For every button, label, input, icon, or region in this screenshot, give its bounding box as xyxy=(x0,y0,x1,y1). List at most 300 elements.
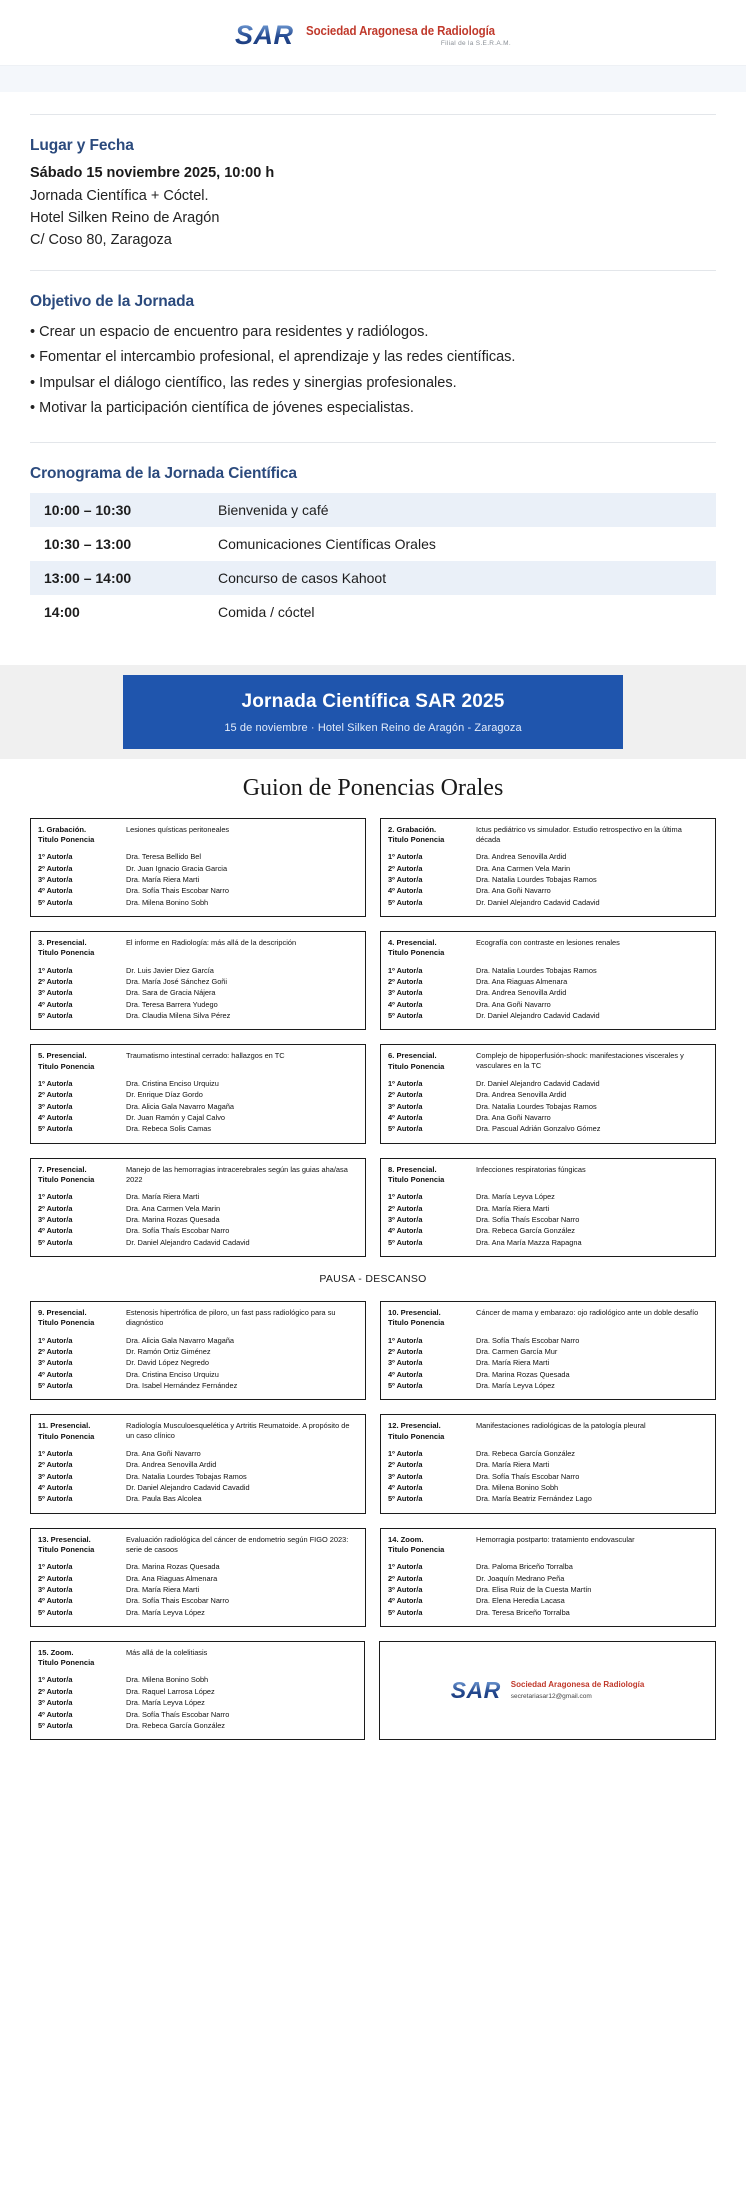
author-row xyxy=(388,1226,708,1236)
crono-time: 14:00 xyxy=(30,595,200,629)
sar-logo-mark-footer: SAR xyxy=(450,1677,501,1704)
author-label: 2º Autor/a xyxy=(388,863,423,873)
author-row xyxy=(388,1238,708,1248)
card-row xyxy=(30,1414,716,1513)
author-label: 3º Autor/a xyxy=(388,1101,423,1111)
ponencias-grid xyxy=(0,818,746,1764)
ponencia-card xyxy=(30,1641,365,1740)
card-number-label xyxy=(38,1535,124,1556)
author-label: 2º Autor/a xyxy=(38,1573,73,1583)
card-ponencia-label: Titulo Ponencia xyxy=(388,1175,445,1185)
divider-objetivo xyxy=(30,270,716,271)
author-row xyxy=(38,1675,357,1685)
author-name: Dra. Carmen García Mur xyxy=(476,1346,558,1356)
author-row xyxy=(38,1204,358,1214)
ponencia-card xyxy=(380,1158,716,1257)
author-name: Dra. Rebeca García González xyxy=(126,1720,225,1730)
cronograma-table xyxy=(30,493,716,629)
card-row xyxy=(30,1528,716,1627)
author-name: Dra. Natalia Lourdes Tobajas Ramos xyxy=(476,965,597,975)
author-label: 1º Autor/a xyxy=(388,1448,423,1458)
author-name: Dra. Sofía Thaís Escobar Narro xyxy=(476,1214,580,1224)
author-label: 1º Autor/a xyxy=(388,852,423,862)
author-name: Dr. Juan Ignacio Gracia Garcia xyxy=(126,863,228,873)
ponencia-card xyxy=(30,1158,366,1257)
card-ponencia-label: Titulo Ponencia xyxy=(38,1658,95,1668)
card-number: 3. Presencial. xyxy=(38,938,87,948)
author-name: Dra. Raquel Larrosa López xyxy=(126,1686,215,1696)
card-row xyxy=(30,1158,716,1257)
card-number: 11. Presencial. xyxy=(38,1421,91,1431)
author-row xyxy=(388,1336,708,1346)
author-row xyxy=(38,852,358,862)
crono-desc: Concurso de casos Kahoot xyxy=(200,561,716,595)
card-header xyxy=(388,1535,708,1556)
card-ponencia-title: Estenosis hipertrófica de piloro, un fast pass radiológico para su diagnóstico xyxy=(126,1308,336,1328)
author-row xyxy=(38,1381,358,1391)
author-row xyxy=(388,886,708,896)
card-header xyxy=(388,1051,708,1072)
author-name: Dra. Teresa Bellido Bel xyxy=(126,852,202,862)
card-number-label xyxy=(388,938,474,959)
ponencia-card xyxy=(380,1044,716,1143)
author-name: Dra. Natalia Lourdes Tobajas Ramos xyxy=(126,1471,247,1481)
author-name: Dra. Pascual Adrián Gonzalvo Gómez xyxy=(476,1124,601,1134)
header-strip xyxy=(0,66,746,92)
author-row xyxy=(38,1192,358,1202)
card-number-label xyxy=(388,1421,474,1442)
event-banner-wrapper xyxy=(0,665,746,759)
author-label: 2º Autor/a xyxy=(388,1090,423,1100)
card-header xyxy=(388,1308,708,1329)
org-name: Sociedad Aragonesa de Radiología xyxy=(305,23,495,38)
author-name: Dra. María Leyva López xyxy=(126,1698,205,1708)
card-ponencia-title: Ecografía con contraste en lesiones renales xyxy=(476,938,620,948)
card-number-label xyxy=(38,825,124,846)
event-date: Sábado 15 noviembre 2025, 10:00 h xyxy=(30,165,275,181)
author-label: 3º Autor/a xyxy=(388,1584,423,1594)
objetivo-item: • Motivar la participación científica de jóvenes especialistas. xyxy=(30,397,716,419)
author-name: Dra. Cristina Enciso Urquizu xyxy=(126,1078,219,1088)
author-row xyxy=(38,1608,358,1618)
document-content xyxy=(0,114,746,629)
ponencia-card xyxy=(380,1414,716,1513)
author-label: 2º Autor/a xyxy=(388,1203,423,1213)
author-label: 1º Autor/a xyxy=(38,965,73,975)
table-row xyxy=(30,527,716,561)
card-number-label xyxy=(388,1051,474,1072)
author-row xyxy=(38,1113,358,1123)
card-ponencia-label: Titulo Ponencia xyxy=(38,1175,95,1185)
author-row xyxy=(388,1460,708,1470)
author-row xyxy=(38,886,358,896)
author-row xyxy=(388,898,708,908)
author-name: Dra. Sara de Gracia Nájera xyxy=(126,988,216,998)
card-row xyxy=(30,931,716,1030)
author-row xyxy=(388,1192,708,1202)
card-header xyxy=(38,1165,358,1186)
author-name: Dra. Andrea Senovilla Ardid xyxy=(476,988,567,998)
author-label: 5º Autor/a xyxy=(388,1124,423,1134)
author-label: 2º Autor/a xyxy=(38,1460,73,1470)
author-name: Dr. Daniel Alejandro Cadavid Cadavid xyxy=(476,897,600,907)
section-title-cronograma: Cronograma de la Jornada Científica xyxy=(30,464,297,482)
author-name: Dra. María Beatriz Fernández Lago xyxy=(476,1494,592,1504)
author-name: Dr. Daniel Alejandro Cadavid Cadavid xyxy=(476,1011,600,1021)
author-label: 5º Autor/a xyxy=(388,1607,423,1617)
event-type: Jornada Científica + Cóctel. xyxy=(30,188,209,204)
author-label: 4º Autor/a xyxy=(38,1113,73,1123)
card-ponencia-title: Radiología Musculoesquelética y Artritis Reumatoide. A propósito de un caso clínico xyxy=(126,1421,350,1441)
objetivo-item: • Crear un espacio de encuentro para residentes y radiólogos. xyxy=(30,321,716,343)
card-ponencia-label: Titulo Ponencia xyxy=(388,1061,445,1071)
card-header xyxy=(388,938,708,959)
card-header xyxy=(38,938,358,959)
author-label: 1º Autor/a xyxy=(38,1078,73,1088)
event-banner xyxy=(123,675,623,749)
ponencia-card xyxy=(30,1528,366,1627)
card-ponencia-title: Hemorragia postparto: tratamiento endovascular xyxy=(476,1534,635,1544)
author-row xyxy=(38,1347,358,1357)
author-label: 4º Autor/a xyxy=(388,1596,423,1606)
ponencia-card xyxy=(30,818,366,917)
author-row xyxy=(38,1449,358,1459)
author-name: Dra. Paloma Briceño Torralba xyxy=(476,1562,573,1572)
author-name: Dra. Sofía Thaís Escobar Narro xyxy=(476,1335,580,1345)
author-row xyxy=(388,1347,708,1357)
author-label: 1º Autor/a xyxy=(38,1562,73,1572)
author-name: Dra. Ana Carmen Vela Marin xyxy=(476,863,571,873)
author-row xyxy=(38,864,358,874)
card-header xyxy=(38,1308,358,1329)
card-row xyxy=(30,1301,716,1400)
ponencia-card xyxy=(30,1414,366,1513)
author-name: Dra. Rebeca Solis Camas xyxy=(126,1124,212,1134)
author-name: Dra. Claudia Milena Silva Pérez xyxy=(126,1011,231,1021)
author-label: 2º Autor/a xyxy=(38,977,73,987)
author-label: 5º Autor/a xyxy=(38,1494,73,1504)
card-number: 9. Presencial. xyxy=(38,1308,87,1318)
author-label: 5º Autor/a xyxy=(388,897,423,907)
card-header xyxy=(38,1648,357,1669)
author-label: 1º Autor/a xyxy=(38,1675,73,1685)
author-name: Dra. Alicia Gala Navarro Magaña xyxy=(126,1335,235,1345)
author-name: Dr. Luis Javier Diez García xyxy=(126,965,214,975)
author-label: 3º Autor/a xyxy=(38,1698,73,1708)
author-row xyxy=(38,1000,358,1010)
author-label: 1º Autor/a xyxy=(388,1192,423,1202)
author-name: Dra. Elena Heredia Lacasa xyxy=(476,1596,565,1606)
crono-time: 10:30 – 13:00 xyxy=(30,527,200,561)
author-name: Dra. Sofía Thais Escobar Narro xyxy=(126,1596,229,1606)
crono-desc: Comida / cóctel xyxy=(200,595,716,629)
event-venue: Hotel Silken Reino de Aragón xyxy=(30,210,220,226)
card-number-label xyxy=(388,1308,474,1329)
card-ponencia-title: Ictus pediátrico vs simulador. Estudio retrospectivo en la última década xyxy=(476,824,682,844)
footer-logo-card xyxy=(379,1641,716,1740)
author-name: Dr. Daniel Alejandro Cadavid Cavadid xyxy=(126,1482,250,1492)
author-label: 5º Autor/a xyxy=(388,1381,423,1390)
author-label: 4º Autor/a xyxy=(388,999,423,1009)
card-number: 6. Presencial. xyxy=(388,1051,437,1061)
author-name: Dra. Marina Rozas Quesada xyxy=(126,1562,220,1572)
author-label: 2º Autor/a xyxy=(38,1346,73,1356)
author-label: 3º Autor/a xyxy=(388,1358,423,1368)
author-name: Dra. Ana Goñi Navarro xyxy=(126,1448,201,1458)
author-label: 4º Autor/a xyxy=(38,1482,73,1492)
author-name: Dra. Ana Riaguas Almenara xyxy=(476,977,568,987)
card-ponencia-title: Traumatismo intestinal cerrado: hallazgos en TC xyxy=(126,1051,285,1061)
card-ponencia-label: Titulo Ponencia xyxy=(38,1544,95,1554)
card-header xyxy=(388,1165,708,1186)
ponencia-card xyxy=(380,931,716,1030)
author-name: Dra. María Riera Marti xyxy=(476,1460,550,1470)
card-ponencia-label: Titulo Ponencia xyxy=(388,1318,445,1328)
author-row xyxy=(388,1472,708,1482)
card-number: 5. Presencial. xyxy=(38,1051,87,1061)
sar-logo-text xyxy=(306,24,511,48)
author-row xyxy=(388,1215,708,1225)
ponencia-card xyxy=(380,818,716,917)
author-row xyxy=(38,1226,358,1236)
author-name: Dra. Isabel Hernández Fernández xyxy=(126,1381,238,1390)
card-row xyxy=(30,1641,716,1740)
author-label: 2º Autor/a xyxy=(38,863,73,873)
card-ponencia-label: Titulo Ponencia xyxy=(38,1318,95,1328)
card-number-label xyxy=(38,1648,124,1669)
author-label: 3º Autor/a xyxy=(388,988,423,998)
author-label: 5º Autor/a xyxy=(38,1011,73,1021)
author-row xyxy=(388,1358,708,1368)
author-name: Dra. Sofía Thaís Escobar Narro xyxy=(476,1471,580,1481)
author-label: 1º Autor/a xyxy=(38,1192,73,1202)
guion-heading: Guion de Ponencias Orales xyxy=(242,774,504,801)
author-label: 5º Autor/a xyxy=(388,1011,423,1021)
author-name: Dra. Ana Goñi Navarro xyxy=(476,999,551,1009)
crono-time: 13:00 – 14:00 xyxy=(30,561,200,595)
author-label: 1º Autor/a xyxy=(38,1335,73,1345)
author-name: Dra. Andrea Senovilla Ardid xyxy=(476,852,567,862)
author-row xyxy=(38,966,358,976)
author-row xyxy=(388,1562,708,1572)
author-name: Dra. María Riera Marti xyxy=(126,875,200,885)
card-ponencia-label: Titulo Ponencia xyxy=(38,948,95,958)
author-row xyxy=(38,1562,358,1572)
author-name: Dra. María Leyva López xyxy=(126,1607,205,1617)
author-row xyxy=(388,875,708,885)
card-ponencia-label: Titulo Ponencia xyxy=(388,1544,445,1554)
card-header xyxy=(388,825,708,846)
author-row xyxy=(388,1574,708,1584)
author-label: 3º Autor/a xyxy=(388,875,423,885)
author-name: Dr. Juan Ramón y Cajal Calvo xyxy=(126,1113,225,1123)
author-row xyxy=(38,1596,358,1606)
author-row xyxy=(38,1483,358,1493)
ponencia-card xyxy=(30,1301,366,1400)
author-label: 4º Autor/a xyxy=(388,886,423,896)
author-name: Dra. Sofía Thais Escobar Narro xyxy=(126,886,229,896)
author-label: 2º Autor/a xyxy=(38,1203,73,1213)
crono-desc: Bienvenida y café xyxy=(200,493,716,527)
author-name: Dra. Milena Bonino Sobh xyxy=(126,1675,209,1685)
author-label: 5º Autor/a xyxy=(38,1381,73,1390)
author-name: Dra. Rebeca García González xyxy=(476,1448,575,1458)
author-row xyxy=(388,988,708,998)
author-name: Dra. Andrea Senovilla Ardid xyxy=(126,1460,217,1470)
author-row xyxy=(38,898,358,908)
card-number: 13. Presencial. xyxy=(38,1534,91,1544)
author-name: Dra. María Leyva López xyxy=(476,1381,555,1390)
author-row xyxy=(38,1238,358,1248)
objetivo-item: • Fomentar el intercambio profesional, el aprendizaje y las redes científicas. xyxy=(30,346,716,368)
author-row xyxy=(38,1370,358,1380)
author-name: Dra. Elisa Ruiz de la Cuesta Martín xyxy=(476,1584,592,1594)
card-ponencia-title: Más allá de la colelitiasis xyxy=(126,1647,208,1657)
footer-org-name: Sociedad Aragonesa de Radiología xyxy=(510,1680,645,1690)
author-name: Dra. Marina Rozas Quesada xyxy=(476,1369,570,1379)
ponencia-card xyxy=(30,1044,366,1143)
author-row xyxy=(388,1000,708,1010)
card-number: 14. Zoom. xyxy=(388,1534,424,1544)
author-row xyxy=(38,1698,357,1708)
card-number: 15. Zoom. xyxy=(38,1647,74,1657)
author-row xyxy=(388,1124,708,1134)
author-row xyxy=(388,1370,708,1380)
card-number-label xyxy=(38,1165,124,1186)
author-label: 2º Autor/a xyxy=(388,1573,423,1583)
author-label: 4º Autor/a xyxy=(388,1369,423,1379)
author-row xyxy=(388,1079,708,1089)
author-row xyxy=(388,1381,708,1391)
card-number-label xyxy=(38,1308,124,1329)
author-row xyxy=(388,966,708,976)
banner-title: Jornada Científica SAR 2025 xyxy=(241,690,505,712)
card-number: 2. Grabación. xyxy=(388,824,437,834)
card-ponencia-label: Titulo Ponencia xyxy=(38,1431,95,1441)
author-label: 3º Autor/a xyxy=(38,1584,73,1594)
author-row xyxy=(388,977,708,987)
card-number-label xyxy=(388,1535,474,1556)
author-label: 3º Autor/a xyxy=(38,988,73,998)
author-name: Dra. María Riera Marti xyxy=(476,1203,550,1213)
author-row xyxy=(38,1124,358,1134)
author-row xyxy=(38,875,358,885)
card-number-label xyxy=(38,1421,124,1442)
card-header xyxy=(38,1535,358,1556)
author-label: 4º Autor/a xyxy=(388,1113,423,1123)
pausa-label: PAUSA - DESCANSO xyxy=(319,1273,427,1286)
author-name: Dr. David López Negredo xyxy=(126,1358,209,1368)
author-name: Dr. Enrique Díaz Gordo xyxy=(126,1090,203,1100)
section-title-lugar: Lugar y Fecha xyxy=(30,137,134,154)
table-row xyxy=(30,561,716,595)
author-name: Dra. Ana Carmen Vela Marin xyxy=(126,1203,221,1213)
author-row xyxy=(38,1687,357,1697)
author-label: 2º Autor/a xyxy=(38,1090,73,1100)
table-row xyxy=(30,493,716,527)
author-name: Dra. María Riera Marti xyxy=(126,1192,200,1202)
author-name: Dr. Daniel Alejandro Cadavid Cadavid xyxy=(126,1237,250,1247)
author-row xyxy=(38,1215,358,1225)
author-row xyxy=(388,1449,708,1459)
card-ponencia-label: Titulo Ponencia xyxy=(388,948,445,958)
author-name: Dra. Teresa Barrera Yudego xyxy=(126,999,218,1009)
card-ponencia-title: Complejo de hipoperfusión-shock: manifestaciones viscerales y vasculares en la TC xyxy=(476,1051,684,1071)
author-row xyxy=(388,1204,708,1214)
card-ponencia-title: El informe en Radiología: más allá de la descripción xyxy=(126,938,297,948)
ponencia-card xyxy=(380,1301,716,1400)
card-number: 8. Presencial. xyxy=(388,1164,437,1174)
ponencia-card xyxy=(380,1528,716,1627)
author-name: Dra. Paula Bas Alcolea xyxy=(126,1494,202,1504)
author-row xyxy=(388,1483,708,1493)
author-label: 4º Autor/a xyxy=(38,999,73,1009)
card-ponencia-label: Titulo Ponencia xyxy=(388,835,445,845)
author-row xyxy=(38,1079,358,1089)
footer-email: secretariasar12@gmail.com xyxy=(510,1692,592,1700)
author-name: Dra. María Leyva López xyxy=(476,1192,555,1202)
author-row xyxy=(38,1336,358,1346)
author-label: 4º Autor/a xyxy=(388,1226,423,1236)
author-row xyxy=(38,1460,358,1470)
crono-time: 10:00 – 10:30 xyxy=(30,493,200,527)
author-name: Dra. María Riera Marti xyxy=(126,1584,200,1594)
author-label: 2º Autor/a xyxy=(388,1346,423,1356)
card-number-label xyxy=(388,825,474,846)
author-name: Dra. Marina Rozas Quesada xyxy=(126,1214,220,1224)
author-label: 3º Autor/a xyxy=(38,1358,73,1368)
author-label: 1º Autor/a xyxy=(388,1335,423,1345)
author-row xyxy=(388,864,708,874)
author-name: Dra. Ana Riaguas Almenara xyxy=(126,1573,218,1583)
author-name: Dra. Rebeca García González xyxy=(476,1226,575,1236)
footer-logo-text xyxy=(511,1680,645,1701)
org-affiliation: Filial de la S.E.R.A.M. xyxy=(440,39,511,47)
author-label: 5º Autor/a xyxy=(388,1494,423,1504)
card-header xyxy=(388,1421,708,1442)
author-label: 4º Autor/a xyxy=(38,1709,73,1719)
author-label: 4º Autor/a xyxy=(388,1482,423,1492)
event-address: C/ Coso 80, Zaragoza xyxy=(30,232,172,248)
author-label: 5º Autor/a xyxy=(388,1237,423,1247)
card-header xyxy=(38,825,358,846)
author-label: 5º Autor/a xyxy=(38,897,73,907)
card-row xyxy=(30,818,716,917)
card-number-label xyxy=(38,938,124,959)
section-title-objetivo: Objetivo de la Jornada xyxy=(30,293,195,310)
table-row xyxy=(30,595,716,629)
author-row xyxy=(38,1011,358,1021)
author-row xyxy=(388,1494,708,1504)
card-ponencia-title: Infecciones respiratorias fúngicas xyxy=(476,1164,586,1174)
author-name: Dr. Daniel Alejandro Cadavid Cadavid xyxy=(476,1078,600,1088)
author-label: 4º Autor/a xyxy=(38,886,73,896)
card-number: 10. Presencial. xyxy=(388,1308,441,1318)
crono-desc: Comunicaciones Científicas Orales xyxy=(200,527,716,561)
author-label: 2º Autor/a xyxy=(388,1460,423,1470)
author-row xyxy=(38,1358,358,1368)
author-name: Dra. Alicia Gala Navarro Magaña xyxy=(126,1101,235,1111)
card-ponencia-label: Titulo Ponencia xyxy=(388,1431,445,1441)
author-row xyxy=(38,1574,358,1584)
author-name: Dra. Ana Goñi Navarro xyxy=(476,886,551,896)
author-row xyxy=(38,977,358,987)
author-label: 4º Autor/a xyxy=(38,1226,73,1236)
author-label: 1º Autor/a xyxy=(38,852,73,862)
card-ponencia-title: Evaluación radiológica del cáncer de endometrio según FIGO 2023: serie de casoos xyxy=(126,1534,349,1554)
banner-subtitle: 15 de noviembre · Hotel Silken Reino de Aragón - Zaragoza xyxy=(224,721,522,734)
author-name: Dr. Ramón Ortiz Giménez xyxy=(126,1346,211,1356)
